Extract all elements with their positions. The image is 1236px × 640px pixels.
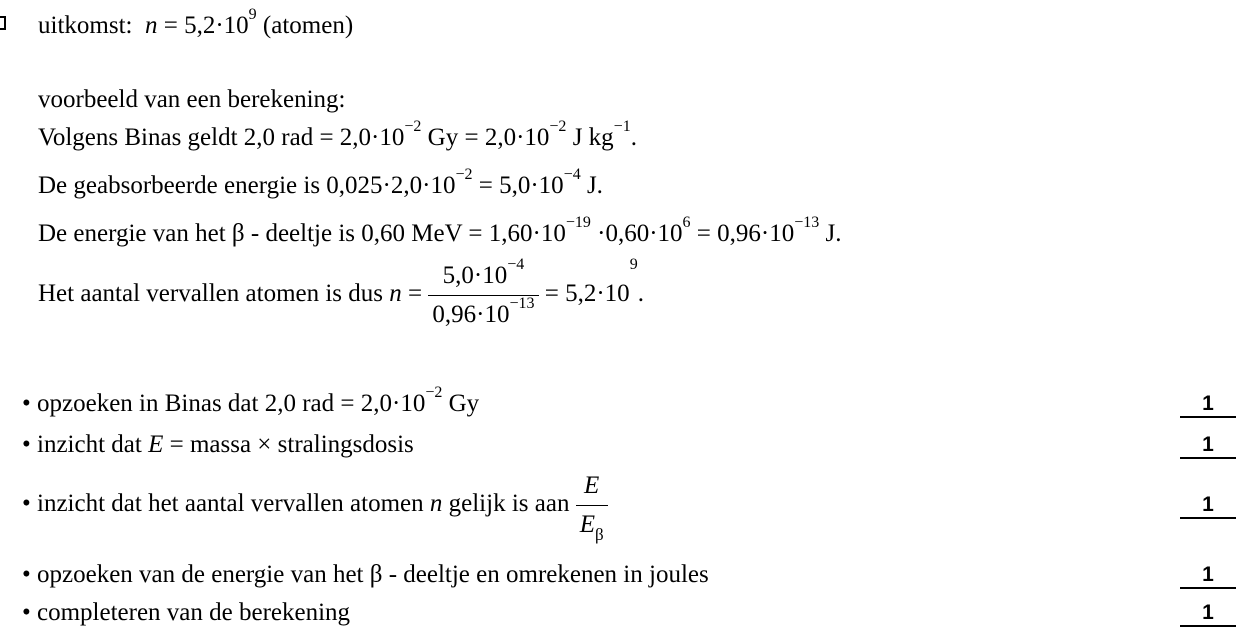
outcome-eq: = 5,2·10 — [163, 12, 249, 39]
example-line-4: Het aantal vervallen atomen is dus n = $\frac{5,0\cdot 10^{-4}}{0,96\cdot 10^{-13}}$ = $5,2\cdot 10^9$. — [38, 256, 644, 328]
outcome-unit: (atomen) — [262, 12, 354, 39]
criterion-3: • inzicht dat het aantal vervallen atomen n gelijk is aan $\frac{E}{E_\beta}$ — [22, 472, 608, 539]
outcome-label: uitkomst: — [38, 12, 133, 39]
score-4: 1 — [1180, 563, 1236, 589]
outcome-var: n — [144, 12, 158, 39]
criterion-1: • opzoeken in Binas dat 2,0 rad = $2,0\cdot 10^{-2}$ Gy — [22, 384, 480, 417]
fraction: $\frac{5,0\cdot 10^{-4}}{0,96\cdot 10^{-13}}$ — [428, 262, 538, 329]
criterion-4: • opzoeken van de energie van het β - deeltje en omrekenen in joules — [22, 561, 709, 588]
score-5: 1 — [1180, 601, 1236, 627]
score-2: 1 — [1180, 433, 1236, 459]
example-line-2: De geabsorbeerde energie is $0,025\cdot 2,0\cdot 10^{-2} = 5,0\cdot 10^{-4}$ J. — [38, 166, 603, 199]
criterion-5: • completeren van de berekening — [22, 599, 351, 626]
outcome-line: uitkomst: $n = 5,2\cdot 10^9$ (atomen) — [38, 6, 354, 39]
score-3: 1 — [1180, 493, 1236, 519]
score-1: 1 — [1180, 392, 1236, 418]
example-heading: voorbeeld van een berekening: — [38, 86, 346, 113]
example-line-1: Volgens Binas geldt 2,0 rad = $2,0\cdot 10^{-2}$ $Gy = 2,0\cdot 10^{-2}$ J $kg^{-1}$. — [38, 118, 637, 151]
example-line-3: De energie van het β - deeltje is 0,60 MeV = $1,60\cdot 10^{-19} \cdot 0,60\cdot 10^6 = 0,96\cdot 10^{-13}$ J. — [38, 214, 842, 247]
checkbox-icon — [0, 16, 6, 30]
fraction-e-over-ebeta: $\frac{E}{E_\beta}$ — [576, 472, 608, 539]
criterion-2: • inzicht dat E = massa × stralingsdosis — [22, 431, 414, 458]
